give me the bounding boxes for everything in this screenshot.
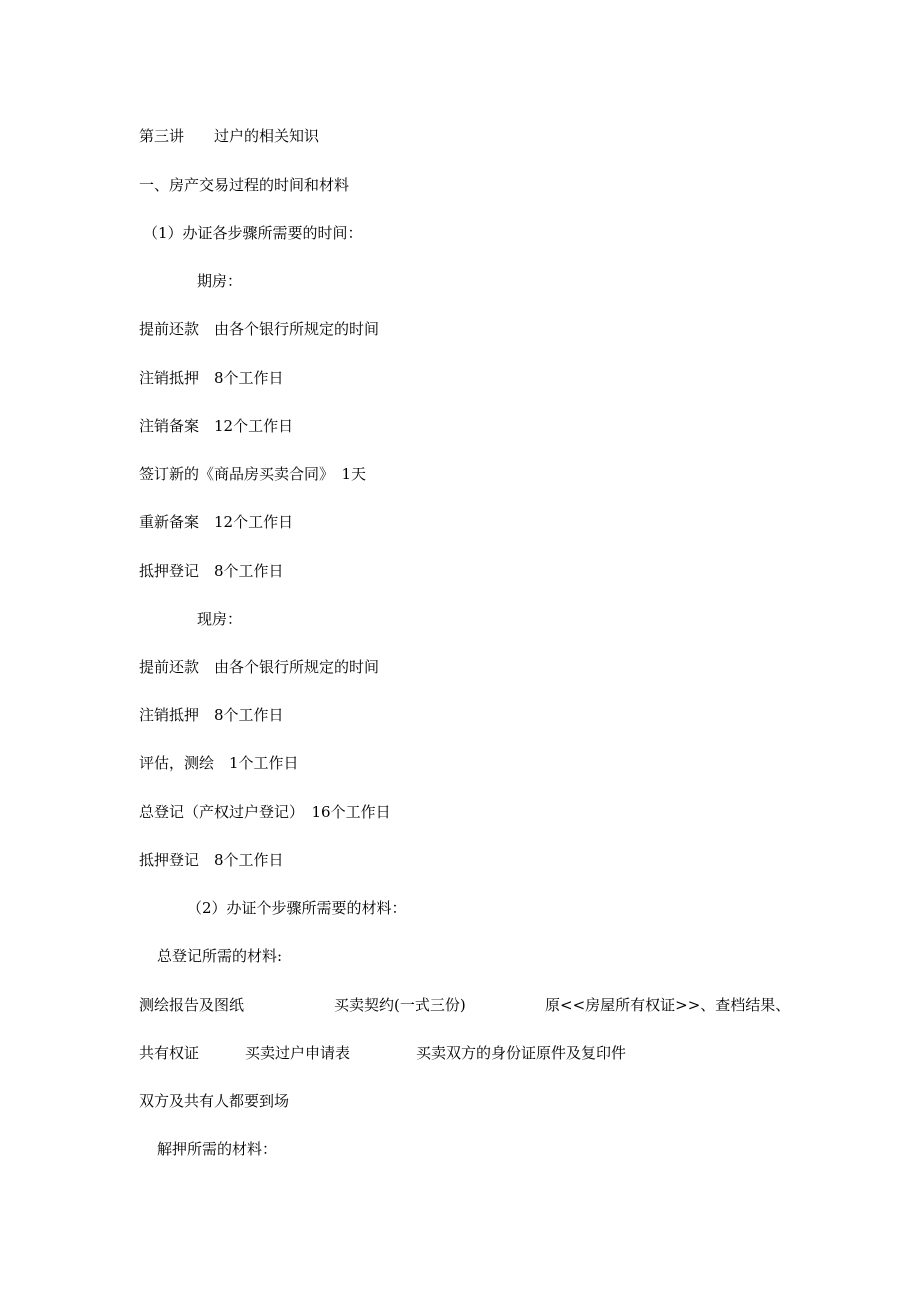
material-item: 原<<房屋所有权证>>、查档结果、 [545, 996, 791, 1014]
material-item: 买卖契约(一式三份) [334, 996, 466, 1014]
subsection-heading-time: （1）办证各步骤所需要的时间： [143, 224, 363, 242]
existing-label: 现房： [197, 610, 243, 628]
material-item: 买卖过户申请表 [245, 1044, 351, 1062]
existing-step: 评估，测绘 1个工作日 [139, 754, 299, 772]
existing-step: 提前还款 由各个银行所规定的时间 [139, 658, 380, 676]
futures-step: 重新备案 12个工作日 [139, 513, 294, 531]
futures-step: 提前还款 由各个银行所规定的时间 [139, 320, 380, 338]
existing-step: 注销抵押 8个工作日 [139, 706, 284, 724]
futures-label: 期房： [197, 272, 243, 290]
material-item: 共有权证 [139, 1044, 200, 1062]
lecture-title: 第三讲 过户的相关知识 [139, 127, 320, 145]
release-mortgage-label: 解押所需的材料： [157, 1140, 278, 1158]
material-item: 买卖双方的身份证原件及复印件 [416, 1044, 627, 1062]
futures-step: 注销备案 12个工作日 [139, 417, 294, 435]
existing-step: 总登记（产权过户登记） 16个工作日 [139, 803, 391, 821]
subsection-heading-materials: （2）办证个步骤所需要的材料： [187, 899, 407, 917]
section-heading: 一、房产交易过程的时间和材料 [139, 176, 350, 194]
general-registration-label: 总登记所需的材料: [157, 947, 283, 965]
futures-step: 抵押登记 8个工作日 [139, 562, 284, 580]
futures-step: 签订新的《商品房买卖合同》 1天 [139, 465, 367, 483]
existing-step: 抵押登记 8个工作日 [139, 851, 284, 869]
material-item: 测绘报告及图纸 [139, 996, 245, 1014]
futures-step: 注销抵押 8个工作日 [139, 369, 284, 387]
attendance-note: 双方及共有人都要到场 [139, 1092, 290, 1110]
